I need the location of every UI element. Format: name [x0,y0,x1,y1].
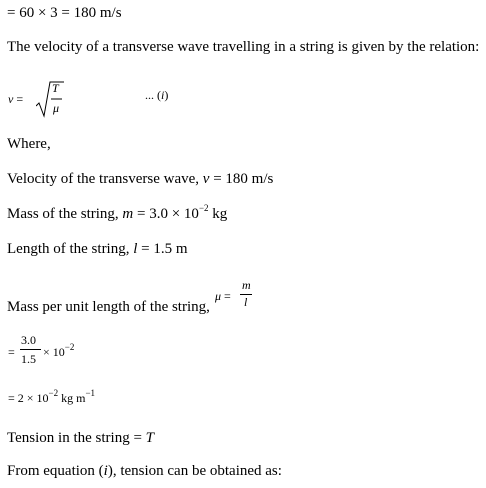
tension-line [7,429,154,447]
length-var: l [133,241,138,257]
mu-formula [215,279,255,311]
var-v: v [8,92,14,106]
mass-per-length-result [8,388,96,406]
from-suffix: ), tension can be obtained as: [107,463,282,479]
relation-text: The velocity of a transverse wave travelling in a string is given by the relation: [7,39,480,55]
mu-eq: = [221,289,231,303]
eq-sign: = [13,92,24,106]
calc-times: × 10 [43,345,65,359]
mass-var: m [122,206,134,222]
result-unit: kg m [58,391,86,405]
velocity-var: v [202,171,210,187]
velocity-formula-lhs [8,92,23,107]
mass-value: = 3.0 × 10 [133,206,199,222]
velocity-prefix: Velocity of the transverse wave, [7,171,203,187]
result-exp2: −1 [85,388,96,398]
mass-exponent: −2 [198,203,209,213]
velocity-line [7,170,273,188]
from-equation-line [7,462,282,480]
sqrt-symbol [36,80,66,120]
mu-var: μ [215,289,222,303]
velocity-relation-text [7,38,479,56]
formula-denominator: μ [53,101,60,115]
calc-eq: = [8,345,15,359]
length-prefix: Length of the string, [7,241,134,257]
calc-numerator: 3.0 [21,333,36,347]
ref-prefix: ... ( [145,88,161,102]
velocity-calc-text: = 60 × 3 = 180 m/s [7,5,122,21]
calc-exponent: −2 [64,342,75,352]
calc-multiplier [43,342,75,360]
mass-unit: kg [208,206,228,222]
ref-i: i [161,88,165,102]
mass-prefix: Mass of the string, [7,206,123,222]
mu-formula-lhs [215,289,231,304]
mass-per-length-calc [8,333,128,373]
length-value: = 1.5 m [137,241,188,257]
formula-numerator: T [52,81,59,95]
where-label [7,135,51,153]
calc-denominator: 1.5 [21,352,36,366]
result-exp1: −2 [48,388,59,398]
mass-line [7,205,227,223]
from-i: i [103,463,108,479]
tension-var: T [145,430,154,446]
mpul-text: Mass per unit length of the string, [7,299,210,315]
result-velocity-calc [7,4,122,22]
result-value: = 2 × 10 [8,391,49,405]
where-text: Where, [7,136,51,152]
ref-suffix: ) [164,88,169,102]
length-line [7,240,188,258]
from-prefix: From equation ( [7,463,104,479]
mass-per-unit-length-line [7,298,210,316]
calc-fraction-bar [20,349,41,350]
equation-reference [145,88,168,103]
velocity-value: = 180 m/s [209,171,274,187]
tension-prefix: Tension in the string = [7,430,146,446]
mu-numerator: m [242,278,251,292]
mu-denominator: l [244,295,248,309]
